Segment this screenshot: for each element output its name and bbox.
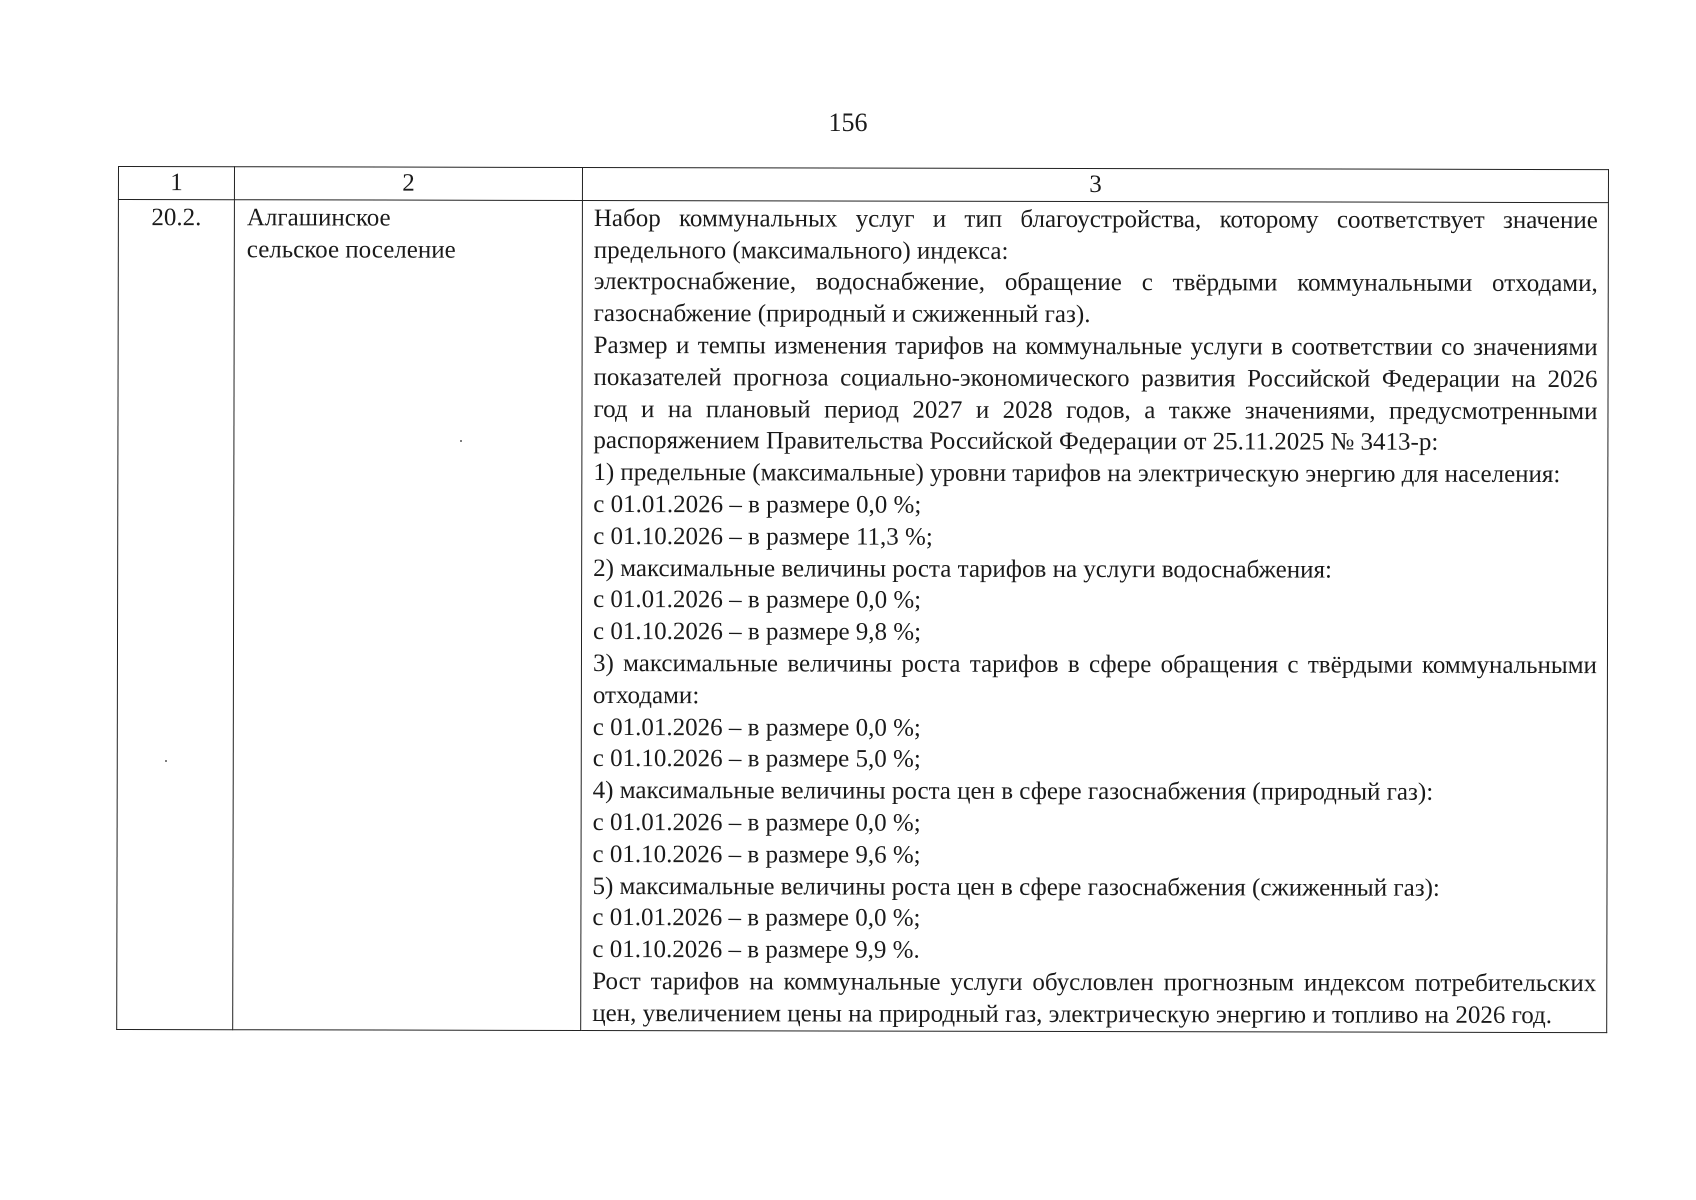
paragraph: Размер и темпы изменения тарифов на коммунальные услуги в соответствии со значениями показателей прогноза социально-экономического развития Российской Федерации на 2026 год и на плановый период 2027 и 2028 годов, а также значениями, предусмотренными распоряжением Правительства Российской Федерации от 25.11.2025 № 3413-р:	[593, 331, 1598, 457]
paragraph: 2) максимальные величины роста тарифов на услуги водоснабжения:	[593, 554, 1332, 584]
tariff-description	[581, 200, 1609, 1032]
scan-speck	[460, 440, 462, 442]
paragraph: 4) максимальные величины роста цен в сфере газоснабжения (природный газ):	[592, 777, 1434, 806]
settlement-name-line: сельское поселение	[246, 235, 456, 264]
table-row	[117, 199, 1609, 1032]
table-header-row	[118, 167, 1608, 203]
rate-line: с 01.01.2026 – в размере 0,0 %;	[592, 713, 921, 742]
rate-line: с 01.01.2026 – в размере 0,0 %;	[593, 586, 922, 615]
header-col-1: 1	[118, 167, 234, 200]
settlement-name-line: Алгашинское	[246, 204, 391, 232]
paragraph: Рост тарифов на коммунальные услуги обусловлен прогнозным индексом потребительских цен, увеличением цены на природный газ, электрическую энергию и топливо на 2026 год.	[592, 967, 1597, 1029]
header-col-3: 3	[582, 167, 1608, 202]
page-number: 156	[828, 108, 868, 137]
rate-line: с 01.10.2026 – в размере 11,3 %;	[593, 522, 933, 551]
paragraph: 3) максимальные величины роста тарифов в сфере обращения с твёрдыми коммунальными отходами:	[592, 649, 1597, 709]
rate-line: с 01.10.2026 – в размере 9,9 %.	[592, 936, 920, 964]
tariff-table	[116, 166, 1609, 1033]
paragraph: Набор коммунальных услуг и тип благоустройства, которому соответствует значение предельного (максимального) индекса:	[593, 204, 1598, 265]
paragraph: электроснабжение, водоснабжение, обращение с твёрдыми коммунальными отходами, газоснабжение (природный и сжиженный газ).	[593, 268, 1598, 329]
rate-line: с 01.01.2026 – в размере 0,0 %;	[593, 490, 922, 519]
rate-line: с 01.01.2026 – в размере 0,0 %;	[592, 808, 921, 837]
paragraph: 5) максимальные величины роста цен в сфере газоснабжения (сжиженный газ):	[592, 872, 1440, 902]
row-number: 20.2.	[117, 199, 235, 1029]
rate-line: с 01.01.2026 – в размере 0,0 %;	[592, 904, 921, 933]
settlement-name	[233, 200, 583, 1030]
header-col-2: 2	[234, 167, 582, 201]
rate-line: с 01.10.2026 – в размере 9,8 %;	[592, 618, 922, 646]
rate-line: с 01.10.2026 – в размере 9,6 %;	[592, 840, 921, 869]
paragraph: 1) предельные (максимальные) уровни тарифов на электрическую энергию для населения:	[593, 459, 1561, 489]
scan-speck	[165, 760, 167, 762]
rate-line: с 01.10.2026 – в размере 5,0 %;	[592, 745, 921, 774]
